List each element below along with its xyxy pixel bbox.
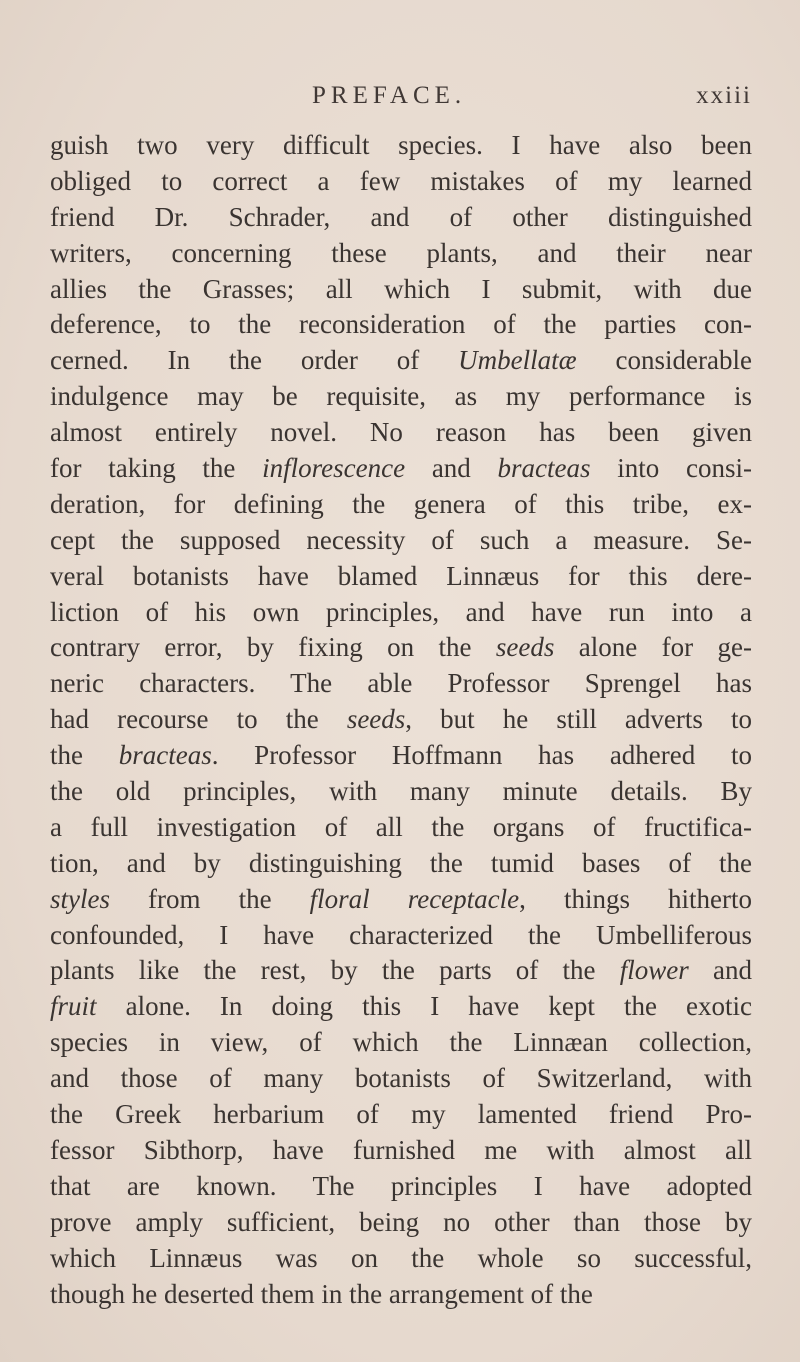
running-title: PREFACE. (312, 82, 467, 109)
text-segment: alone. In doing this I have kept the exotic (96, 991, 752, 1022)
italic-term: styles (50, 883, 110, 914)
text-line (50, 523, 752, 559)
text-segment: into consi- (590, 453, 752, 484)
text-segment: , but he still adverts to (405, 704, 752, 735)
text-segment: writers, concerning these plants, and their near (50, 237, 752, 268)
text-line (50, 200, 752, 236)
text-line (50, 1133, 752, 1169)
text-line (50, 918, 752, 954)
body-text (50, 128, 752, 1312)
text-segment: that are known. The principles I have adopted (50, 1170, 752, 1201)
text-line (50, 343, 752, 379)
text-line (50, 846, 752, 882)
text-segment: the (50, 740, 119, 771)
italic-term: fruit (50, 991, 97, 1022)
text-line (50, 1205, 752, 1241)
text-segment: , things hitherto (519, 883, 752, 914)
text-line (50, 666, 752, 702)
text-line (50, 810, 752, 846)
text-segment: and those of many botanists of Switzerland, with (50, 1063, 752, 1094)
text-segment: cept the supposed necessity of such a measure. Se- (50, 524, 752, 555)
text-line (50, 307, 752, 343)
text-segment: friend Dr. Schrader, and of other distinguished (50, 201, 752, 232)
text-segment: neric characters. The able Professor Sprengel has (50, 668, 752, 699)
text-line (50, 1025, 752, 1061)
text-line (50, 164, 752, 200)
text-segment: deration, for defining the genera of this tribe, ex- (50, 488, 752, 519)
text-line (50, 882, 752, 918)
text-line (50, 379, 752, 415)
text-line (50, 487, 752, 523)
text-line (50, 1241, 752, 1277)
text-segment: veral botanists have blamed Linnæus for this dere- (50, 560, 752, 591)
text-line (50, 1061, 752, 1097)
text-segment: the Greek herbarium of my lamented friend Pro- (50, 1099, 752, 1130)
page-number: xxiii (696, 82, 752, 109)
text-segment: though he deserted them in the arrangement of the (50, 1278, 593, 1309)
text-line (50, 415, 752, 451)
text-line (50, 702, 752, 738)
text-segment: . Professor Hoffmann has adhered to (211, 740, 752, 771)
text-segment: confounded, I have characterized the Umbelliferous (50, 919, 752, 950)
text-segment: which Linnæus was on the whole so successful, (50, 1242, 752, 1273)
text-segment: cerned. In the order of (50, 345, 459, 376)
text-line (50, 595, 752, 631)
text-segment: almost entirely novel. No reason has been given (50, 417, 752, 448)
text-segment: allies the Grasses; all which I submit, with due (50, 273, 752, 304)
text-line (50, 953, 752, 989)
text-segment: indulgence may be requisite, as my performance is (50, 381, 752, 412)
text-segment: contrary error, by fixing on the (50, 632, 496, 663)
text-line (50, 1097, 752, 1133)
text-segment: had recourse to the (50, 704, 347, 735)
italic-term: seeds (495, 632, 555, 663)
text-segment: alone for ge- (554, 632, 752, 663)
text-line (50, 1277, 752, 1313)
text-segment: deference, to the reconsideration of the parties con- (50, 309, 752, 340)
text-segment: and (688, 955, 752, 986)
text-line (50, 738, 752, 774)
text-line (50, 1169, 752, 1205)
italic-term: bracteas (118, 740, 212, 771)
italic-term: floral receptacle (309, 883, 520, 914)
text-line (50, 236, 752, 272)
text-segment: tion, and by distinguishing the tumid bases of the (50, 847, 752, 878)
text-line (50, 128, 752, 164)
page-header (50, 82, 752, 122)
text-line (50, 774, 752, 810)
text-segment: from the (110, 883, 310, 914)
text-line (50, 559, 752, 595)
text-segment: a full investigation of all the organs of fructifica- (50, 811, 752, 842)
text-line (50, 630, 752, 666)
text-segment: the old principles, with many minute details. By (50, 776, 752, 807)
italic-term: bracteas (497, 453, 591, 484)
text-segment: prove amply sufficient, being no other than those by (50, 1206, 752, 1237)
text-segment: obliged to correct a few mistakes of my learned (50, 165, 752, 196)
text-segment: guish two very difficult species. I have also been (50, 130, 752, 160)
text-segment: fessor Sibthorp, have furnished me with almost all (50, 1134, 752, 1165)
italic-term: flower (619, 955, 689, 986)
text-segment: plants like the rest, by the parts of the (50, 955, 620, 986)
text-line (50, 451, 752, 487)
italic-term: Umbellatæ (458, 345, 577, 376)
text-line (50, 272, 752, 308)
text-segment: considerable (576, 345, 752, 376)
text-segment: and (405, 453, 498, 484)
italic-term: inflorescence (262, 453, 406, 484)
text-line (50, 989, 752, 1025)
text-segment: species in view, of which the Linnæan collection, (50, 1027, 752, 1058)
italic-term: seeds (346, 704, 406, 735)
text-segment: for taking the (50, 453, 263, 484)
text-segment: liction of his own principles, and have run into a (50, 596, 752, 627)
